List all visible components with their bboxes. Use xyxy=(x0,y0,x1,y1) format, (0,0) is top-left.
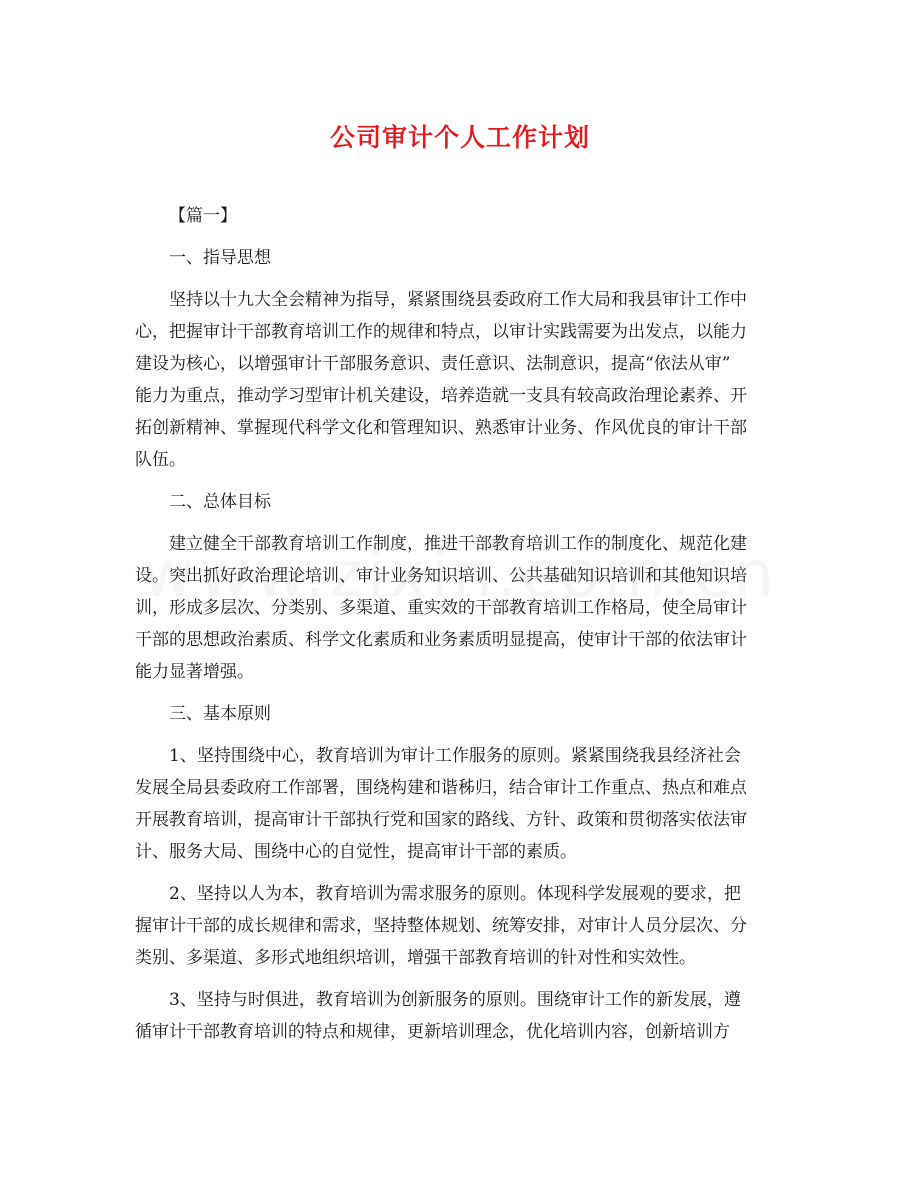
text-line: 二、总体目标 xyxy=(169,492,271,512)
document-body xyxy=(135,200,790,1048)
body-paragraph xyxy=(135,284,790,476)
paragraph-gap xyxy=(135,730,790,740)
text-line: 发展全局县委政府工作部署，围绕构建和谐秭归，结合审计工作重点、热点和难点 xyxy=(135,778,747,798)
text-line: 1、坚持围绕中心，教育培训为审计工作服务的原则。紧紧围绕我县经济社会 xyxy=(169,746,741,766)
text-line: 建设为核心，以增强审计干部服务意识、责任意识、法制意识，提高“依法从审” xyxy=(135,354,731,374)
paragraph-gap xyxy=(135,868,790,878)
paragraph-gap xyxy=(135,688,790,698)
body-paragraph xyxy=(135,528,790,688)
section-label xyxy=(135,200,790,232)
text-line: 计、服务大局、围绕中心的自觉性，提高审计干部的素质。 xyxy=(135,842,577,862)
text-line: 一、指导思想 xyxy=(169,248,271,268)
section-heading xyxy=(135,698,790,730)
text-line: 坚持以十九大全会精神为指导，紧紧围绕县委政府工作大局和我县审计工作中 xyxy=(169,290,747,310)
paragraph-gap xyxy=(135,476,790,486)
paragraph-gap xyxy=(135,974,790,984)
document-title: 公司审计个人工作计划 xyxy=(329,123,590,152)
text-line: 建立健全干部教育培训工作制度，推进干部教育培训工作的制度化、规范化建 xyxy=(169,534,747,554)
text-line: 设。突出抓好政治理论培训、审计业务知识培训、公共基础知识培训和其他知识培 xyxy=(135,566,747,586)
paragraph-gap xyxy=(135,518,790,528)
paragraph-gap xyxy=(135,232,790,242)
text-line: 2、坚持以人为本，教育培训为需求服务的原则。体现科学发展观的要求，把 xyxy=(169,884,741,904)
text-line: 队伍。 xyxy=(135,450,186,470)
text-line: 【篇一】 xyxy=(169,206,237,226)
text-line: 类别、多渠道、多形式地组织培训，增强干部教育培训的针对性和实效性。 xyxy=(135,948,696,968)
section-heading xyxy=(135,486,790,518)
text-line: 能力为重点，推动学习型审计机关建设，培养造就一支具有较高政治理论素养、开 xyxy=(135,386,747,406)
body-paragraph xyxy=(135,984,790,1048)
text-line: 握审计干部的成长规律和需求，坚持整体规划、统筹安排，对审计人员分层次、分 xyxy=(135,916,747,936)
text-line: 3、坚持与时俱进，教育培训为创新服务的原则。围绕审计工作的新发展，遵 xyxy=(169,990,741,1010)
text-line: 能力显著增强。 xyxy=(135,662,254,682)
text-line: 训，形成多层次、分类别、多渠道、重实效的干部教育培训工作格局，使全局审计 xyxy=(135,598,747,618)
text-line: 拓创新精神、掌握现代科学文化和管理知识、熟悉审计业务、作风优良的审计干部 xyxy=(135,418,747,438)
body-paragraph xyxy=(135,740,790,868)
text-line: 开展教育培训，提高审计干部执行党和国家的路线、方针、政策和贯彻落实依法审 xyxy=(135,810,747,830)
text-line: 心，把握审计干部教育培训工作的规律和特点，以审计实践需要为出发点，以能力 xyxy=(135,322,747,342)
paragraph-gap xyxy=(135,274,790,284)
body-paragraph xyxy=(135,878,790,974)
text-line: 三、基本原则 xyxy=(169,704,271,724)
text-line: 干部的思想政治素质、科学文化素质和业务素质明显提高，使审计干部的依法审计 xyxy=(135,630,747,650)
section-heading xyxy=(135,242,790,274)
text-line: 循审计干部教育培训的特点和规律，更新培训理念，优化培训内容，创新培训方 xyxy=(135,1022,730,1042)
